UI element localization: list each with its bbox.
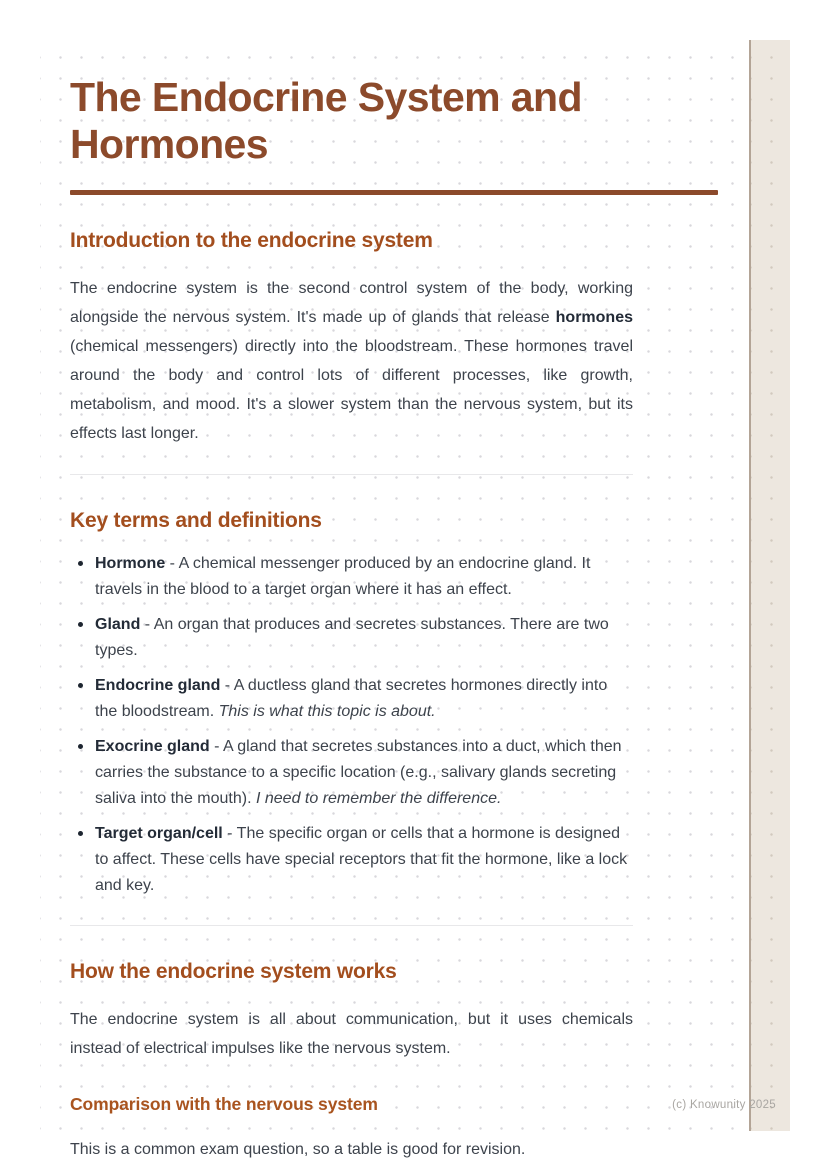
section-divider [70, 474, 633, 475]
list-item [70, 612, 633, 664]
intro-text-bold: hormones [555, 309, 633, 326]
document-page [40, 40, 790, 1158]
term-definition: A chemical messenger produced by an endocrine gland. It travels in the blood to a target organ where it has an effect. [95, 555, 591, 598]
intro-text-before: The endocrine system is the second control system of the body, working alongside the nervous system. It's made up of glands that release [70, 280, 633, 326]
term-definition: The specific organ or cells that a hormone is designed to affect. These cells have special receptors that fit the hormone, like a lock and key. [95, 825, 628, 894]
term-definition: A gland that secretes substances into a duct, which then carries the substance to a specific location (e.g., salivary glands secreting saliva into the mouth). [95, 738, 622, 807]
term-label: Hormone [95, 555, 166, 572]
page-title: The Endocrine System and Hormones [70, 74, 582, 167]
term-definition: A ductless gland that secretes hormones directly into the bloodstream. [95, 677, 608, 720]
term-label: Gland [95, 616, 141, 633]
comparison-paragraph: This is a common exam question, so a table is good for revision. [70, 1141, 526, 1158]
term-note: I need to remember the difference. [251, 790, 502, 807]
subsection-heading-comparison: Comparison with the nervous system [70, 1094, 378, 1114]
term-separator: - [220, 677, 234, 694]
term-label: Target organ/cell [95, 825, 223, 842]
list-item [70, 551, 633, 603]
term-separator: - [165, 555, 179, 572]
section-divider [70, 925, 633, 926]
term-label: Exocrine gland [95, 738, 210, 755]
list-item [70, 673, 633, 725]
list-item [70, 734, 633, 812]
term-label: Endocrine gland [95, 677, 221, 694]
section-heading-key-terms: Key terms and definitions [70, 509, 322, 532]
page-content [70, 40, 718, 1164]
intro-text-after: (chemical messengers) directly into the bloodstream. These hormones travel around the body and control lots of different processes, like growth, metabolism, and mood. It's a slower system than the nervous system, but its effects last longer. [70, 338, 633, 442]
term-note: This is what this topic is about. [214, 703, 436, 720]
term-separator: - [222, 825, 237, 842]
section-heading-how-it-works: How the endocrine system works [70, 960, 397, 983]
how-it-works-paragraph: The endocrine system is all about communication, but it uses chemicals instead of electrical impulses like the nervous system. [70, 1011, 633, 1057]
list-item [70, 821, 633, 899]
title-underline-rule [70, 190, 718, 195]
section-heading-intro: Introduction to the endocrine system [70, 229, 433, 252]
term-definition: An organ that produces and secretes substances. There are two types. [95, 616, 609, 659]
intro-paragraph [70, 274, 633, 448]
page-edge-strip [749, 40, 790, 1131]
key-terms-list [70, 551, 633, 899]
term-separator: - [140, 616, 154, 633]
term-separator: - [209, 738, 224, 755]
copyright-watermark: (c) Knowunity 2025 [672, 1099, 776, 1111]
